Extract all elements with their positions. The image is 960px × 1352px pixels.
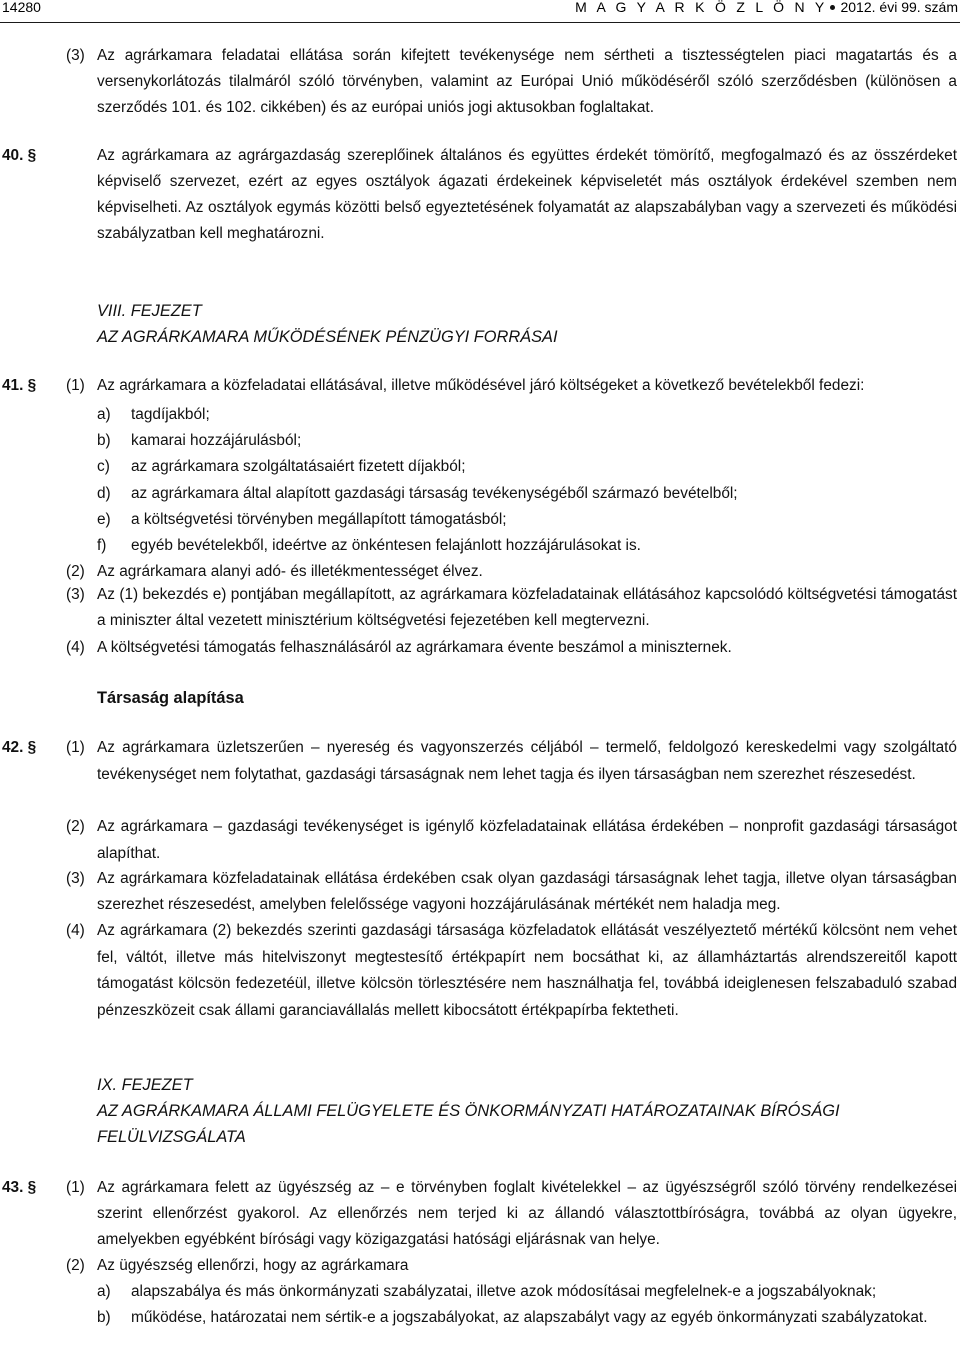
- journal-info: [575, 0, 958, 14]
- paragraph-text: Az agrárkamara a közfeladatai ellátásával, illetve működésével járó költségeket a következő bevételekből fedezi:: [97, 377, 865, 394]
- list-item: alapszabálya és más önkormányzati szabályzatai, illetve azok módosításai megfelelnek-e a jogszabályoknak;: [131, 1283, 877, 1300]
- bullet-separator: [830, 5, 835, 10]
- paragraph-number: (1): [66, 1179, 85, 1196]
- list-item-label: c): [97, 458, 110, 475]
- list-item: az agrárkamara által alapított gazdasági társaság tevékenységéből származó bevételből;: [131, 485, 738, 502]
- section-text: Az agrárkamara az agrárgazdaság szereplőinek általános és együttes érdekét tömörítő, megfogalmazó és az összérdeket képviselő szervezet, ezért az egyes osztályok ágazati érdekeinek képviseletét más osztályok érdekével szemben nem képviselheti. Az osztályok egymás közötti belső egyeztetésének folyamatát az alapszabályban vagy a szervezeti és működési szabályzatban kell meghatározni.: [97, 147, 957, 242]
- paragraph-number: (3): [66, 870, 85, 887]
- list-item-label: b): [97, 1309, 111, 1326]
- paragraph-text: Az agrárkamara közfeladatainak ellátása érdekében csak olyan gazdasági társaságnak lehet tagja, illetve olyan társaságban szerezhet részesedést, amelyben felelőssége vagyoni hozzájárulásának mértékét nem haladja meg.: [97, 870, 957, 913]
- chapter-title: AZ AGRÁRKAMARA ÁLLAMI FELÜGYELETE ÉS ÖNKORMÁNYZATI HATÁROZATAINAK BÍRÓSÁGI: [97, 1102, 840, 1120]
- paragraph-number: (4): [66, 639, 85, 656]
- paragraph-text: Az (1) bekezdés e) pontjában megállapított, az agrárkamara közfeladatainak ellátásához kapcsolódó költségvetési támogatást a miniszter által vezetett minisztérium költségvetési fejezetében kell megtervezni.: [97, 586, 957, 629]
- chapter-number: IX. FEJEZET: [97, 1076, 193, 1094]
- issue-number: 2012. évi 99. szám: [840, 0, 958, 15]
- paragraph-number: (2): [66, 1257, 85, 1274]
- paragraph-text: A költségvetési támogatás felhasználásáról az agrárkamara évente beszámol a miniszternek.: [97, 639, 732, 656]
- paragraph-number: (4): [66, 922, 85, 939]
- list-item: működése, határozatai nem sértik-e a jogszabályokat, az alapszabályt vagy az egyéb önkormányzati szabályzatokat.: [131, 1309, 928, 1326]
- chapter-title-continued: FELÜLVIZSGÁLATA: [97, 1128, 246, 1146]
- paragraph-number: (2): [66, 818, 85, 835]
- list-item: a költségvetési törvényben megállapított támogatásból;: [131, 511, 507, 528]
- paragraph-text: Az agrárkamara alanyi adó- és illetékmentességet élvez.: [97, 563, 483, 580]
- list-item-label: f): [97, 537, 107, 554]
- chapter-number: VIII. FEJEZET: [97, 302, 202, 320]
- page-number: 14280: [2, 0, 41, 15]
- chapter-title: AZ AGRÁRKAMARA MŰKÖDÉSÉNEK PÉNZÜGYI FORRÁSAI: [97, 328, 558, 346]
- list-item: tagdíjakból;: [131, 406, 210, 423]
- list-item-label: a): [97, 1283, 111, 1300]
- paragraph-text: Az agrárkamara – gazdasági tevékenységet is igénylő közfeladatainak ellátása érdekében – nonprofit gazdasági társaságot alapíthat.: [97, 818, 957, 862]
- section-number: 42. §: [2, 739, 37, 756]
- paragraph-number: (2): [66, 563, 85, 580]
- paragraph-text: Az agrárkamara felett az ügyészség az – e törvényben foglalt kivételekkel – az ügyészségről szóló törvény rendelkezései szerint ellenőrzést gyakorol. Az ellenőrzés nem terjed ki az állandó választottbíróságra, továbbá az olyan ügyekre, amelyekben egyébként bírósági vagy közigazgatási hatósági eljárásnak van helye.: [97, 1179, 957, 1248]
- list-item-label: e): [97, 511, 111, 528]
- paragraph-text: Az agrárkamara üzletszerűen – nyereség és vagyonszerzés céljából – termelő, feldolgozó kereskedelmi vagy szolgáltató tevékenységet nem folytathat, gazdasági társaságnak nem lehet tagja és ilyen társaságban nem szerezhet részesedést.: [97, 739, 957, 783]
- list-item: kamarai hozzájárulásból;: [131, 432, 302, 449]
- journal-title: M A G Y A R K Ö Z L Ö N Y: [575, 0, 828, 15]
- list-item: az agrárkamara szolgáltatásaiért fizetett díjakból;: [131, 458, 466, 475]
- paragraph-number: (3): [66, 47, 85, 64]
- list-item-label: d): [97, 485, 111, 502]
- section-subtitle: Társaság alapítása: [97, 689, 244, 707]
- list-item: egyéb bevételekből, ideértve az önkéntesen felajánlott hozzájárulásokat is.: [131, 537, 641, 554]
- paragraph-number: (3): [66, 586, 85, 603]
- list-item-label: a): [97, 406, 111, 423]
- section-number: 41. §: [2, 377, 37, 394]
- paragraph-number: (1): [66, 377, 85, 394]
- paragraph-text: Az ügyészség ellenőrzi, hogy az agrárkamara: [97, 1257, 409, 1274]
- running-header: [0, 0, 960, 23]
- paragraph-text: Az agrárkamara (2) bekezdés szerinti gazdasági társasága közfeladatok ellátását veszélyeztető mértékű kölcsönt nem vehet fel, váltót, illetve más hitelviszonyt megtestesítő értékpapírt nem bocsáthat ki, az államháztartás alrendszereitől kapott támogatást kölcsön fedezetéül, illetve kölcsön törlesztésére nem használhatja fel, továbbá ideiglenesen felszabaduló szabad pénzeszközeit csak állami garanciavállalás mellett kibocsátott értékpapírba fektetheti.: [97, 922, 957, 1019]
- section-number: 43. §: [2, 1179, 37, 1196]
- list-item-label: b): [97, 432, 111, 449]
- paragraph-number: (1): [66, 739, 85, 756]
- paragraph-text: Az agrárkamara feladatai ellátása során kifejtett tevékenysége nem sértheti a tisztességtelen piaci magatartás és a versenykorlátozás tilalmáról szóló törvényben, valamint az Európai Unió működéséről szóló szerződésben (különösen a szerződés 101. és 102. cikkében) és az európai uniós jogi aktusokban foglaltakat.: [97, 47, 957, 116]
- section-number: 40. §: [2, 147, 37, 164]
